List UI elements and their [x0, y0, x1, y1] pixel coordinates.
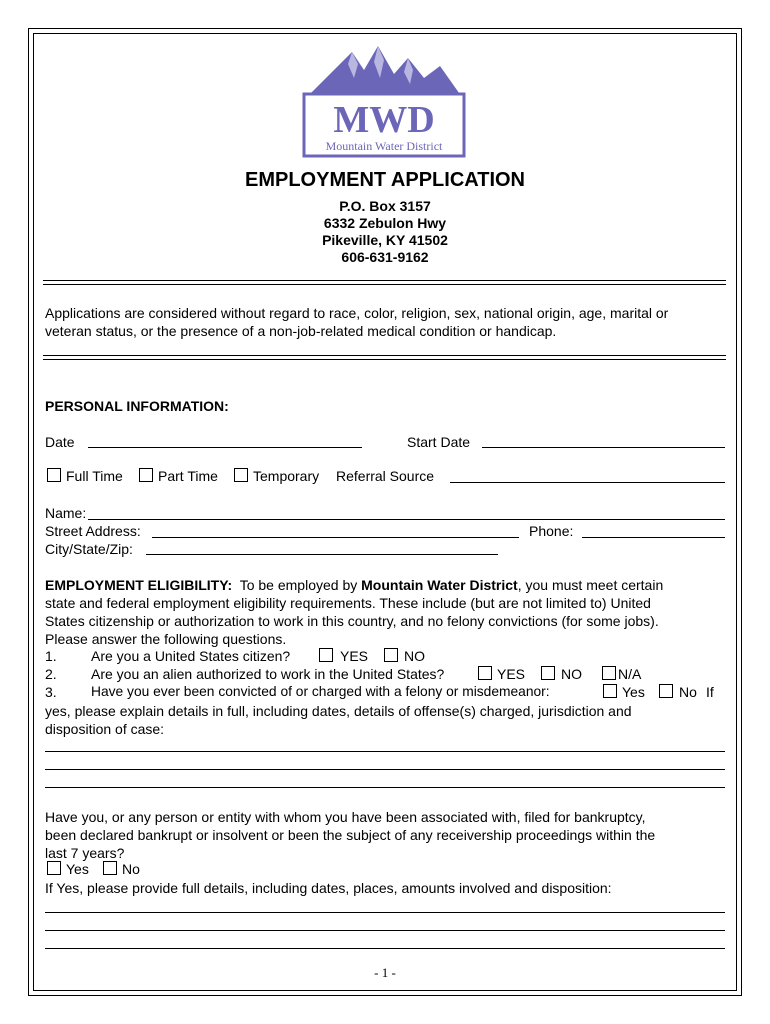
- eligibility-intro-a: To be employed by: [239, 577, 362, 593]
- phone-field[interactable]: [582, 537, 725, 538]
- bankruptcy-answer-line-1[interactable]: [45, 912, 725, 913]
- q3-answer-line-3[interactable]: [45, 787, 725, 788]
- logo-subtext: Mountain Water District: [325, 139, 443, 153]
- q1-no-checkbox[interactable]: [384, 648, 398, 662]
- bankruptcy-details-prompt: If Yes, please provide full details, including dates, places, amounts involved and disposition:: [45, 880, 612, 896]
- phone-label: Phone:: [529, 523, 574, 539]
- bankruptcy-answer-line-3[interactable]: [45, 948, 725, 949]
- q1-text: Are you a United States citizen?: [91, 648, 291, 664]
- q3-number: 3.: [45, 684, 57, 700]
- eligibility-heading: EMPLOYMENT ELIGIBILITY:: [45, 577, 233, 593]
- q2-na-label: N/A: [618, 666, 642, 682]
- eligibility-line-2: state and federal employment eligibility requirements. These include (but are not limited to) United: [45, 595, 651, 611]
- date-field[interactable]: [88, 447, 362, 448]
- company-name: Mountain Water District: [361, 577, 518, 593]
- q2-yes-label: YES: [497, 666, 526, 682]
- temporary-checkbox[interactable]: [234, 468, 248, 482]
- start-date-field[interactable]: [482, 447, 725, 448]
- phone-number: 606-631-9162: [341, 249, 429, 265]
- q3-answer-line-1[interactable]: [45, 751, 725, 752]
- address-line-1: P.O. Box 3157: [339, 198, 431, 214]
- bankruptcy-no-checkbox[interactable]: [103, 861, 117, 875]
- divider: [43, 280, 726, 285]
- bankruptcy-line-3: last 7 years?: [45, 845, 125, 861]
- full-time-checkbox[interactable]: [47, 468, 61, 482]
- q3-answer-line-2[interactable]: [45, 769, 725, 770]
- date-label: Date: [45, 434, 75, 450]
- street-address-label: Street Address:: [45, 523, 141, 539]
- eligibility-intro-b: , you must meet certain: [517, 577, 664, 593]
- page-number: - 1 -: [374, 965, 396, 980]
- q2-no-checkbox[interactable]: [541, 666, 555, 680]
- q3-no-label: No: [679, 684, 697, 700]
- logo-text: MWD: [333, 99, 435, 141]
- address-line-3: Pikeville, KY 41502: [322, 232, 448, 248]
- full-time-label: Full Time: [66, 468, 123, 484]
- q2-text: Are you an alien authorized to work in the United States?: [91, 666, 445, 682]
- part-time-checkbox[interactable]: [139, 468, 153, 482]
- name-label: Name:: [45, 505, 87, 521]
- bankruptcy-answer-line-2[interactable]: [45, 930, 725, 931]
- q2-no-label: NO: [561, 666, 582, 682]
- address-line-2: 6332 Zebulon Hwy: [323, 215, 447, 231]
- q3-no-checkbox[interactable]: [659, 684, 673, 698]
- q1-yes-checkbox[interactable]: [319, 648, 333, 662]
- bankruptcy-no-label: No: [122, 861, 140, 877]
- part-time-label: Part Time: [158, 468, 218, 484]
- eligibility-line-4: Please answer the following questions.: [45, 631, 287, 647]
- city-state-zip-field[interactable]: [146, 554, 498, 555]
- referral-source-field[interactable]: [450, 482, 725, 483]
- bankruptcy-line-1: Have you, or any person or entity with whom you have been associated with, filed for bankruptcy,: [45, 809, 646, 825]
- q3-text: Have you ever been convicted of or charged with a felony or misdemeanor:: [91, 684, 550, 699]
- page-title: EMPLOYMENT APPLICATION: [245, 169, 525, 191]
- q1-no-label: NO: [404, 648, 425, 664]
- notice-line-2: veteran status, or the presence of a non-job-related medical condition or handicap.: [45, 323, 557, 339]
- personal-info-heading: PERSONAL INFORMATION:: [45, 398, 229, 414]
- bankruptcy-yes-checkbox[interactable]: [47, 861, 61, 875]
- q2-yes-checkbox[interactable]: [478, 666, 492, 680]
- q2-na-checkbox[interactable]: [602, 666, 616, 680]
- bankruptcy-yes-label: Yes: [66, 861, 89, 877]
- street-address-field[interactable]: [152, 537, 519, 538]
- q1-yes-label: YES: [340, 648, 369, 664]
- q1-number: 1.: [45, 648, 57, 664]
- q3-yes-checkbox[interactable]: [603, 684, 617, 698]
- q3-followup-line-1: yes, please explain details in full, including dates, details of offense(s) charged, jurisdiction and: [45, 703, 632, 719]
- q3-followup-line-2: disposition of case:: [45, 721, 165, 737]
- referral-source-label: Referral Source: [336, 468, 435, 484]
- q3-if-word: If: [706, 684, 714, 700]
- eligibility-line-3: States citizenship or authorization to work in this country, and no felony convictions (for some jobs).: [45, 613, 659, 629]
- temporary-label: Temporary: [253, 468, 320, 484]
- divider: [43, 355, 726, 360]
- notice-line-1: Applications are considered without regard to race, color, religion, sex, national origin, age, marital or: [45, 305, 669, 321]
- eligibility-line-1: [45, 576, 663, 594]
- start-date-label: Start Date: [407, 434, 471, 450]
- mwd-logo: [300, 44, 468, 160]
- q3-yes-label: Yes: [622, 684, 645, 700]
- bankruptcy-line-2: been declared bankrupt or insolvent or been the subject of any receivership proceedings within the: [45, 827, 656, 843]
- q2-number: 2.: [45, 666, 57, 682]
- name-field[interactable]: [88, 519, 725, 520]
- city-state-zip-label: City/State/Zip:: [45, 541, 133, 557]
